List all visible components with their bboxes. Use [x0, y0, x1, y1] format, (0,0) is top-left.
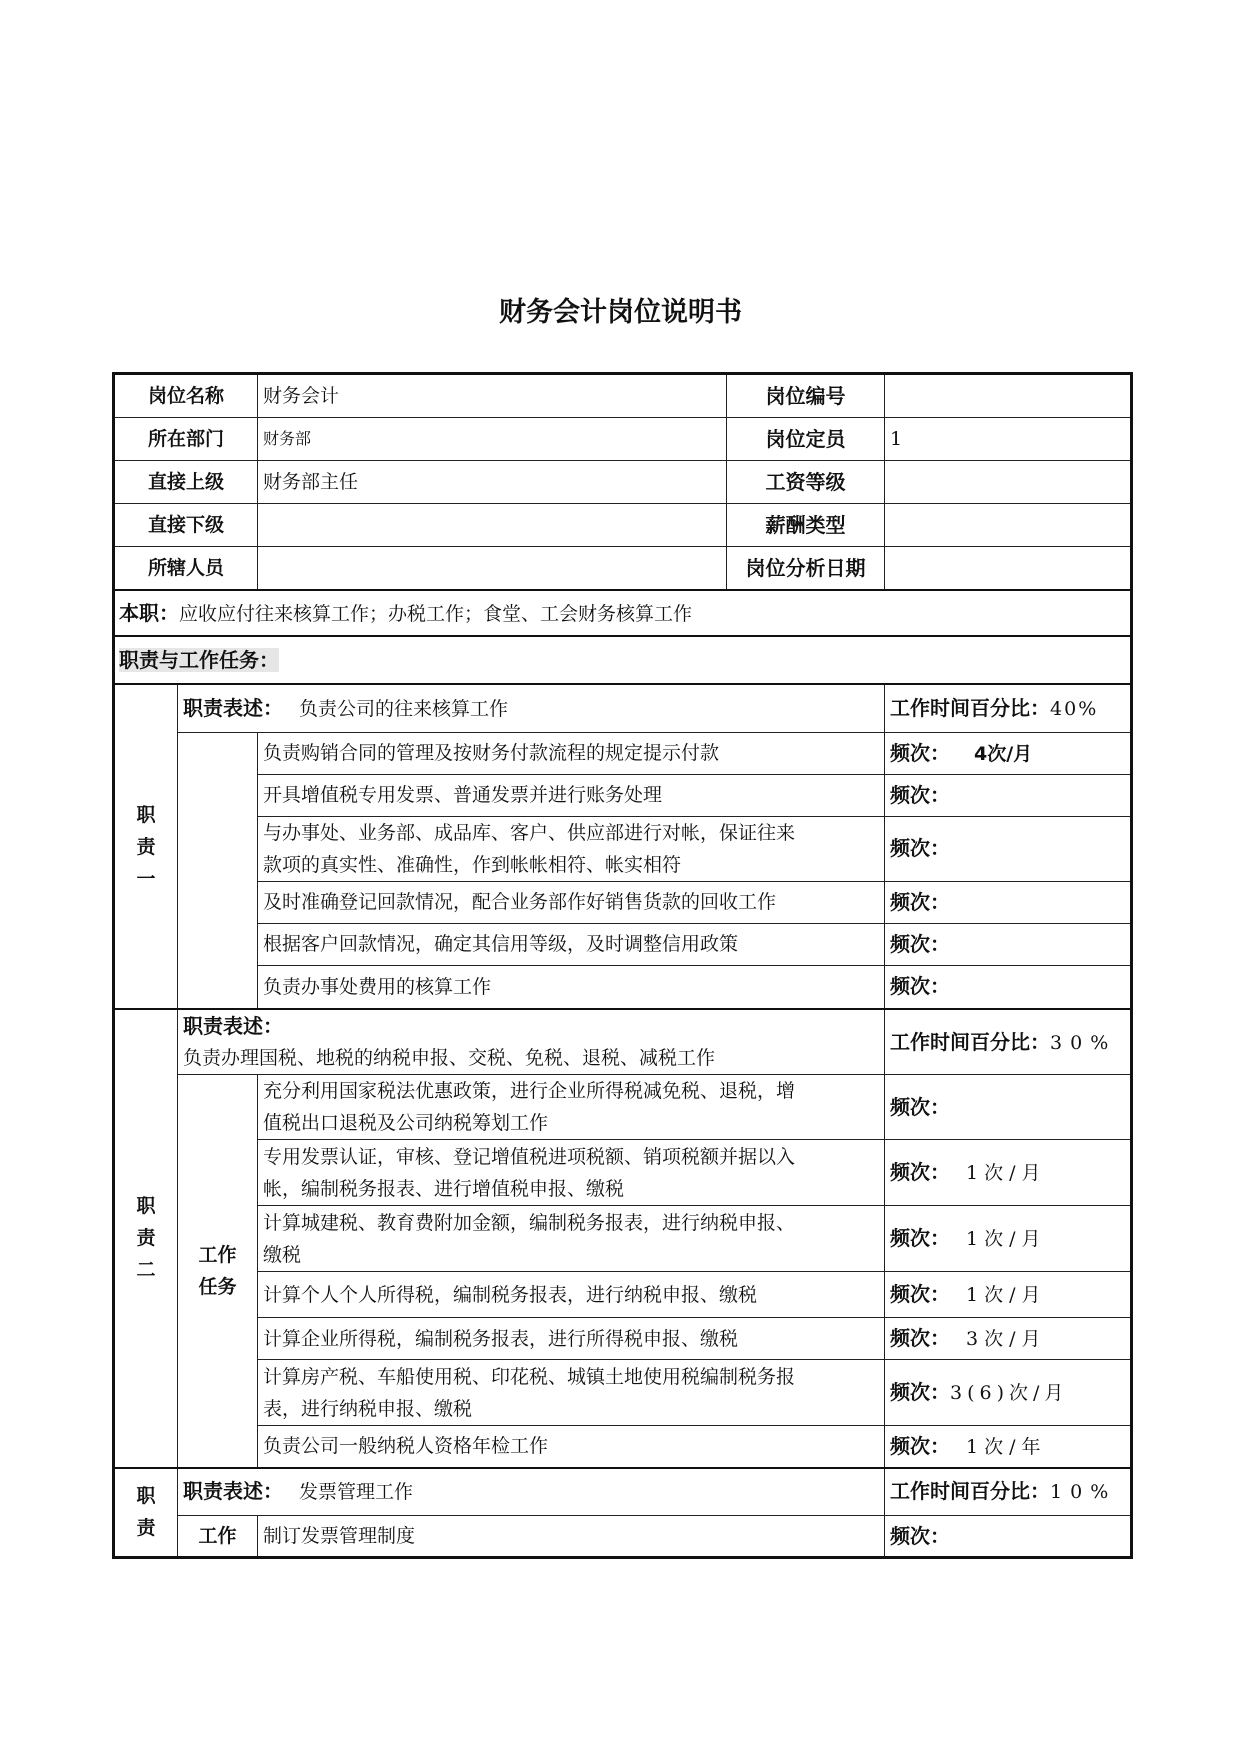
table-row [114, 1206, 1132, 1272]
duties-header: 职责与工作任务： [119, 647, 279, 672]
value-direct-superior: 财务部主任 [258, 461, 727, 503]
label-staff-managed: 所辖人员 [114, 547, 258, 591]
duty1-label: 职 责 一 [114, 684, 178, 1009]
value-salary-grade [885, 461, 1132, 504]
duty2-freq-5: 3次/月 [966, 1328, 1047, 1350]
duty1-task-4: 及时准确登记回款情况，配合业务部作好销售货款的回收工作 [258, 881, 885, 923]
duty3-desc-label: 职责表述： [183, 1479, 283, 1504]
label-position-code: 岗位编号 [765, 384, 846, 408]
duty3-pct: 10% [1050, 1481, 1117, 1504]
value-direct-subordinate [258, 504, 727, 546]
duty2-freq-7: 1次/年 [966, 1435, 1047, 1458]
freq-label: 频次： [890, 1094, 951, 1119]
duty1-task-6: 负责办事处费用的核算工作 [258, 965, 885, 1009]
label-direct-subordinate: 直接下级 [114, 504, 258, 547]
duty2-desc: 负责办理国税、地税的纳税申报、交税、免税、退税、减税工作 [183, 1047, 716, 1069]
table-row [114, 1075, 1132, 1140]
label-direct-superior: 直接上级 [114, 461, 258, 504]
duty1-task-5: 根据客户回款情况，确定其信用等级，及时调整信用政策 [258, 923, 885, 965]
label-salary-grade: 工资等级 [765, 470, 846, 494]
duty1-freq-1: 4次/月 [974, 742, 1033, 765]
job-description-table [112, 372, 1133, 1559]
freq-label: 频次： [890, 1523, 951, 1548]
label-analysis-date: 岗位分析日期 [745, 556, 866, 580]
value-position-code [885, 374, 1132, 418]
duty2-task-1: 充分利用国家税法优惠政策，进行企业所得税减免税、退税，增 值税出口退税及公司纳税筹划工作 [258, 1075, 885, 1140]
table-row [114, 816, 1132, 881]
value-position-name: 财务会计 [258, 375, 727, 417]
freq-label: 频次： [890, 1226, 951, 1250]
table-row [114, 881, 1132, 923]
duty3-pct-label: 工作时间百分比： [890, 1479, 1051, 1504]
duty2-task-label: 工作 任务 [178, 1075, 258, 1468]
duty3-task-1: 制订发票管理制度 [258, 1516, 885, 1558]
value-headcount: 1 [885, 418, 1132, 461]
duty2-task-3: 计算城建税、教育费附加金额，编制税务报表，进行纳税申报、 缴税 [258, 1206, 885, 1272]
duty2-desc-label: 职责表述： [183, 1014, 283, 1038]
duty1-desc-row [114, 684, 1132, 732]
table-row [114, 923, 1132, 965]
duty1-task-3: 与办事处、业务部、成品库、客户、供应部进行对帐，保证往来 款项的真实性、准确性，作到帐帐相符、帐实相符 [258, 816, 885, 881]
duty1-task-2: 开具增值税专用发票、普通发票并进行账务处理 [258, 774, 885, 816]
value-department: 财务部 [258, 418, 727, 460]
value-analysis-date [885, 547, 1132, 591]
duty1-task-1: 负责购销合同的管理及按财务付款流程的规定提示付款 [258, 732, 885, 774]
duty2-task-4: 计算个人个人所得税，编制税务报表，进行纳税申报、缴税 [258, 1272, 885, 1318]
duty2-task-2: 专用发票认证，审核、登记增值税进项税额、销项税额并据以入 帐，编制税务报表、进行增值税申报、缴税 [258, 1140, 885, 1206]
duty2-pct: 30% [1050, 1031, 1117, 1054]
table-row [114, 1272, 1132, 1318]
value-pay-type [885, 504, 1132, 547]
duty1-task-label [178, 732, 258, 1009]
page-title: 财务会计岗位说明书 [499, 297, 742, 328]
info-row-4 [114, 504, 1132, 547]
table-row [114, 1426, 1132, 1468]
freq-label: 频次： [890, 1160, 951, 1184]
duty3-task-label: 工作 [178, 1516, 258, 1558]
duty2-desc-row [114, 1009, 1132, 1075]
duty3-desc: 发票管理工作 [299, 1481, 414, 1504]
label-headcount: 岗位定员 [765, 427, 846, 451]
info-row-1 [114, 374, 1132, 418]
freq-label: 频次： [890, 1326, 951, 1350]
freq-label: 频次： [890, 1380, 951, 1404]
duty2-freq-3: 1次/月 [966, 1228, 1047, 1250]
table-row [114, 774, 1132, 816]
info-row-2 [114, 418, 1132, 461]
freq-label: 频次： [890, 836, 951, 860]
duty3-desc-row [114, 1468, 1132, 1516]
info-row-5 [114, 547, 1132, 591]
table-row [114, 1318, 1132, 1360]
duties-header-row [114, 636, 1132, 684]
freq-label: 频次： [890, 974, 951, 999]
label-pay-type: 薪酬类型 [765, 513, 846, 537]
freq-label: 频次： [890, 1433, 951, 1458]
value-staff-managed [258, 547, 727, 589]
freq-label: 频次： [890, 782, 951, 807]
table-row [114, 732, 1132, 774]
freq-label: 频次： [890, 931, 951, 956]
freq-label: 频次： [890, 889, 951, 914]
duty2-freq-6: 3(6)次/月 [950, 1382, 1069, 1404]
duty3-label: 职 责 [114, 1468, 178, 1558]
freq-label: 频次： [890, 1282, 951, 1306]
table-row [114, 965, 1132, 1009]
duty1-desc-label: 职责表述： [183, 695, 283, 720]
label-department: 所在部门 [114, 418, 258, 461]
main-duty-row [114, 590, 1132, 636]
table-row [114, 1140, 1132, 1206]
label-position-name: 岗位名称 [114, 374, 258, 418]
duty2-task-5: 计算企业所得税，编制税务报表，进行所得税申报、缴税 [258, 1318, 885, 1360]
duty2-task-6: 计算房产税、车船使用税、印花税、城镇土地使用税编制税务报 表，进行纳税申报、缴税 [258, 1360, 885, 1426]
table-row [114, 1516, 1132, 1558]
freq-label: 频次： [890, 740, 951, 765]
duty2-pct-label: 工作时间百分比： [890, 1029, 1051, 1054]
duty1-pct-label: 工作时间百分比： [890, 695, 1051, 720]
main-duty-text: 应收应付往来核算工作；办税工作；食堂、工会财务核算工作 [179, 602, 693, 625]
table-row [114, 1360, 1132, 1426]
main-duty-label: 本职： [119, 600, 179, 625]
duty2-freq-4: 1次/月 [966, 1284, 1047, 1306]
duty2-label: 职 责 二 [114, 1009, 178, 1468]
duty2-freq-2: 1次/月 [966, 1162, 1047, 1184]
duty1-pct: 40% [1050, 697, 1099, 720]
duty2-task-7: 负责公司一般纳税人资格年检工作 [258, 1426, 885, 1468]
info-row-3 [114, 461, 1132, 504]
duty1-desc: 负责公司的往来核算工作 [299, 697, 509, 720]
